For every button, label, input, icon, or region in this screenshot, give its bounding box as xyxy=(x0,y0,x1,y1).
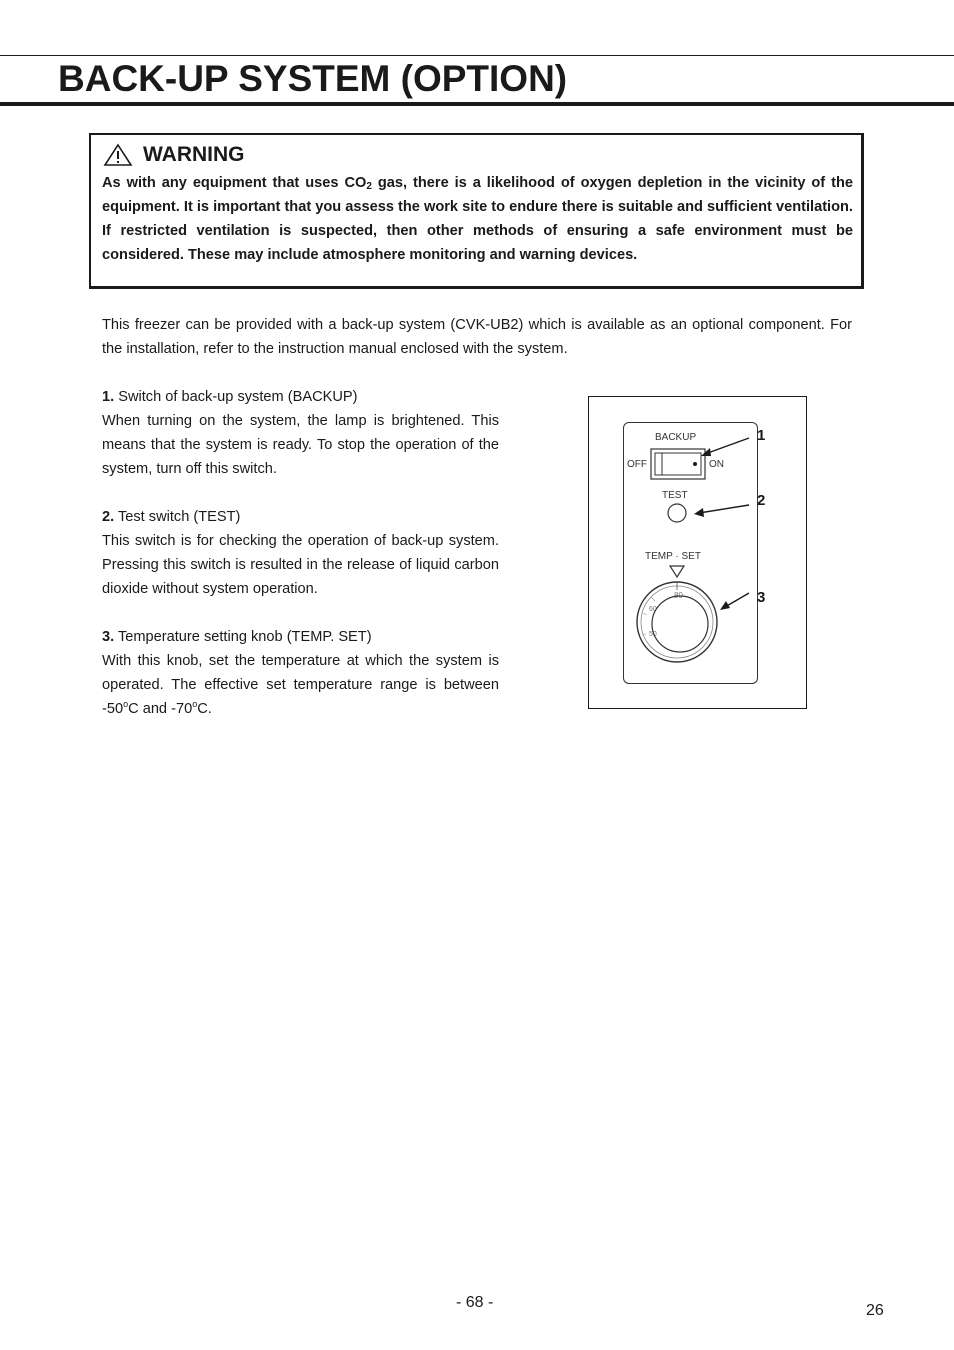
intro-paragraph: This freezer can be provided with a back-up system (CVK-UB2) which is available as an optional component. For the installation, refer to the instruction manual enclosed with the system. xyxy=(102,317,852,357)
item-heading: Temperature setting knob (TEMP. SET) xyxy=(114,629,372,645)
off-label: OFF xyxy=(627,459,647,470)
backup-lamp xyxy=(693,462,697,466)
callout-number-1: 1 xyxy=(757,427,766,444)
test-button xyxy=(668,504,686,522)
item-body: When turning on the system, the lamp is brightened. This means that the system is ready. To stop the operation of the system, turn off this switch. xyxy=(102,413,499,477)
temp-knob-outer xyxy=(637,582,717,662)
warning-text: As with any equipment that uses $CO_2$ gas, there is a likelihood of oxygen depletion in the vicinity of the equipment. It is important that you assess the work site to endure there is suitable and sufficient ventilation. If restricted ventilation is suspected, then other methods of ensuring a safe environment must be considered. These may include atmosphere monitoring and warning devices. xyxy=(102,175,853,263)
on-label: ON xyxy=(709,459,724,470)
backup-label: BACKUP xyxy=(655,432,697,443)
item-heading: Test switch (TEST) xyxy=(114,509,241,525)
dial-mark: 80 xyxy=(674,591,683,600)
warning-triangle-icon xyxy=(103,143,133,167)
top-rule xyxy=(0,55,954,56)
temp-knob xyxy=(652,596,708,652)
test-label: TEST xyxy=(662,490,688,501)
item-body: This switch is for checking the operation of back-up system. Pressing this switch is resulted in the release of liquid carbon dioxide without system operation. xyxy=(102,533,499,597)
callout-arrow-1 xyxy=(705,438,749,454)
item-heading: Switch of back-up system (BACKUP) xyxy=(114,389,358,405)
dial-mark: 60 xyxy=(649,606,657,613)
callout-number-3: 3 xyxy=(757,589,766,606)
dial-mark: 50 xyxy=(649,631,657,638)
title-rule xyxy=(0,102,954,106)
callout-arrow-3 xyxy=(725,593,749,607)
warning-header xyxy=(103,143,245,167)
temp-set-label: TEMP · SET xyxy=(645,551,701,562)
item-backup-switch xyxy=(102,385,499,481)
item-temp-knob xyxy=(102,625,499,721)
item-list xyxy=(102,385,499,745)
callout-arrow-2 xyxy=(699,505,749,513)
item-number: 1. xyxy=(102,389,115,405)
warning-title: WARNING xyxy=(143,143,245,166)
item-test-switch xyxy=(102,505,499,601)
item-body: With this knob, set the temperature at which the system is operated. The effective set temperature range is between -50$^o$C and -70$^o$C. xyxy=(102,653,499,717)
warning-box xyxy=(89,133,864,289)
item-number: 2. xyxy=(102,509,115,525)
panel-drawing xyxy=(589,397,808,710)
callout-number-2: 2 xyxy=(757,492,766,509)
dial-indicator-icon xyxy=(670,566,684,577)
page-number-center: - 68 - xyxy=(456,1294,494,1311)
page-title: BACK-UP SYSTEM (OPTION) xyxy=(58,58,568,99)
control-panel-figure xyxy=(588,396,807,709)
page-number-right: 26 xyxy=(866,1302,884,1319)
item-number: 3. xyxy=(102,629,115,645)
